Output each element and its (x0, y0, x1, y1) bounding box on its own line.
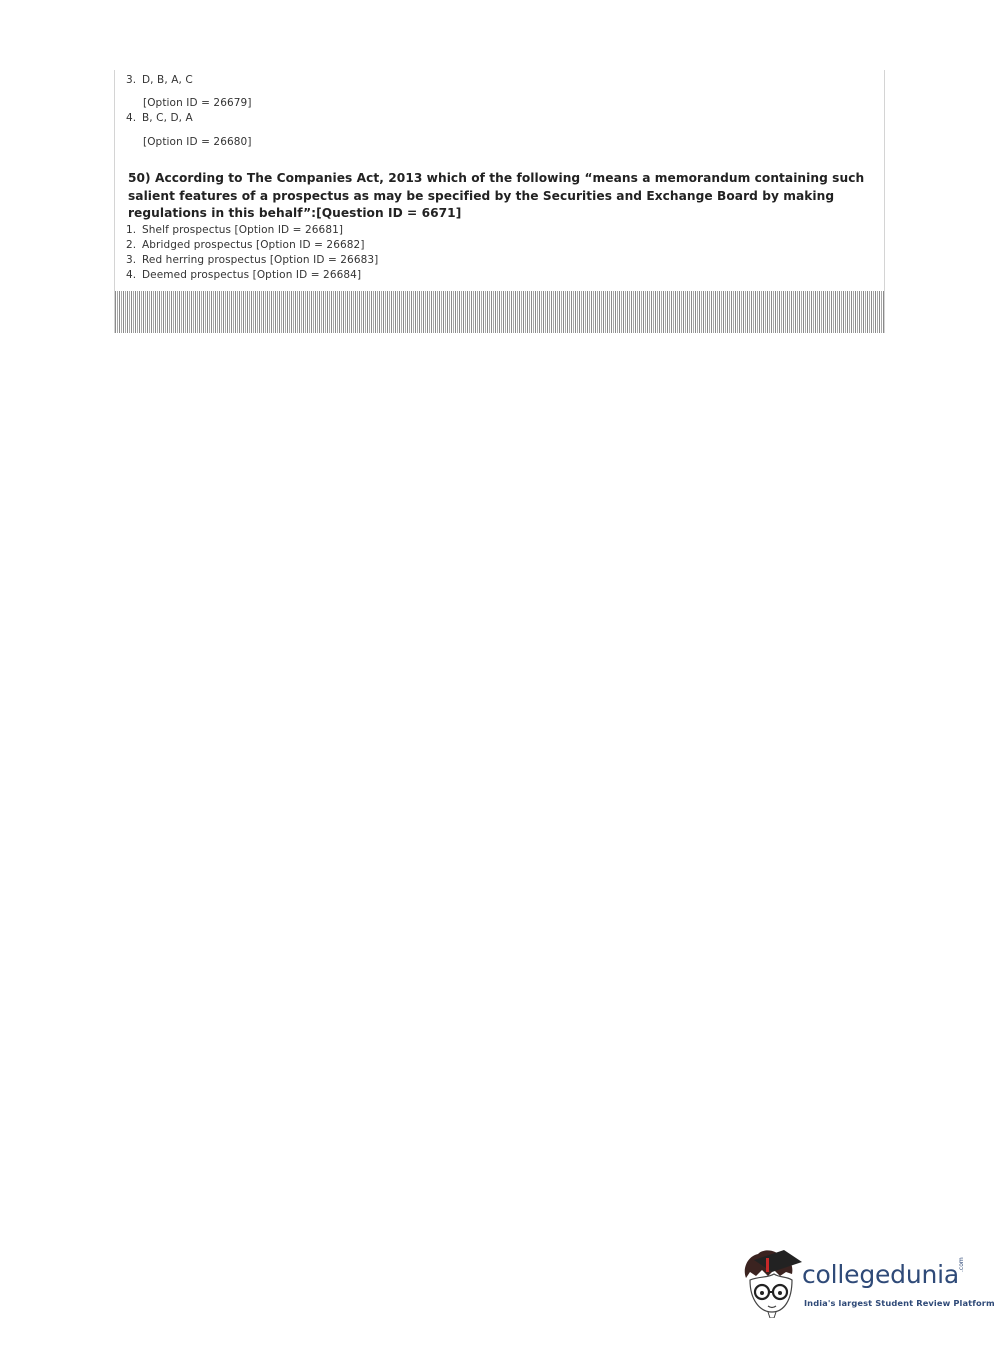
logo-tagline: India's largest Student Review Platform (804, 1298, 995, 1308)
question-panel (114, 70, 885, 333)
prev-option-4: 4. B, C, D, A (126, 112, 193, 124)
q50-option-2: 2. Abridged prospectus [Option ID = 26682] (126, 239, 365, 251)
logo-tld: .com (958, 1257, 965, 1272)
scan-stripe-bar (115, 291, 884, 333)
question-50-text: 50) According to The Companies Act, 2013 which of the following “means a memorandum containing such salient features of a prospectus as may be specified by the Securities and Exchange Board by making regulations in this behalf”:[Question ID = 6671] (128, 171, 865, 220)
prev-option-3-id: [Option ID = 26679] (143, 97, 252, 109)
q50-option-1: 1. Shelf prospectus [Option ID = 26681] (126, 224, 344, 236)
q50-option-4: 4. Deemed prospectus [Option ID = 26684] (126, 269, 362, 281)
q50-option-3: 3. Red herring prospectus [Option ID = 26683] (126, 254, 379, 266)
prev-option-4-id: [Option ID = 26680] (143, 136, 252, 148)
logo-wordmark: collegedunia (802, 1260, 959, 1289)
collegedunia-logo (740, 1246, 995, 1326)
mascot-icon (740, 1246, 804, 1318)
prev-option-3: 3. D, B, A, C (126, 74, 193, 86)
